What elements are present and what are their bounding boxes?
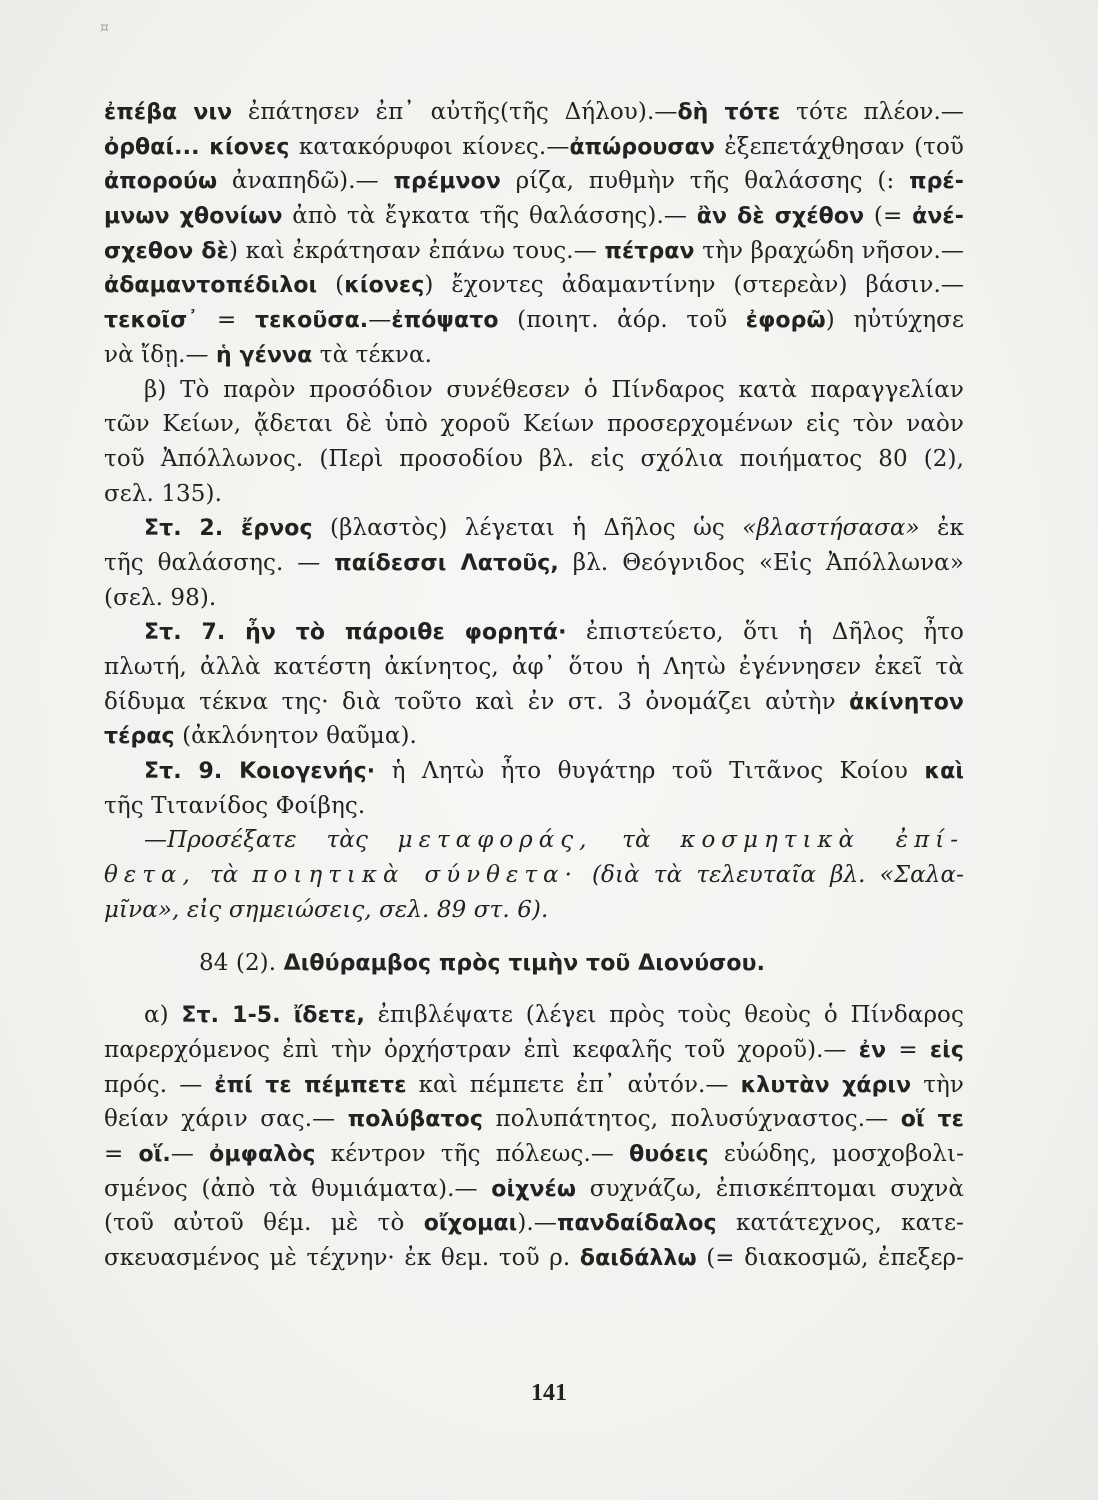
lemma: οἵ τε bbox=[900, 1107, 964, 1133]
text-line bbox=[104, 95, 964, 130]
lemma: πρέ- bbox=[909, 169, 964, 195]
paragraph-b-line: τοῦ Ἀπόλλωνος. (Περὶ προσοδίου βλ. εἰς σχόλια ποιήματος 80 (2), bbox=[104, 445, 964, 472]
gloss: θείαν χάριν σας.— bbox=[104, 1106, 348, 1133]
gloss: = bbox=[886, 1036, 930, 1063]
note-text: (διὰ τὰ τελευταῖα βλ. «Σαλα- bbox=[577, 862, 964, 889]
lemma: τεκοῦσα. bbox=[254, 308, 369, 334]
lemma: ἀπώρουσαν bbox=[569, 134, 715, 160]
note-text: μῖνα», εἰς σημειώσεις, σελ. 89 στ. 6). bbox=[104, 896, 549, 923]
spaced-term: θετα, bbox=[104, 862, 196, 889]
page-text bbox=[104, 95, 964, 1276]
lemma: καὶ bbox=[924, 759, 964, 785]
gloss: ἀναπηδῶ).— bbox=[217, 168, 394, 195]
lemma: ὀμφαλὸς bbox=[209, 1141, 316, 1167]
gloss: = bbox=[198, 307, 255, 334]
gloss: συχνάζω, ἐπισκέπτομαι συχνὰ bbox=[576, 1175, 964, 1202]
verse-note-9: τῆς Τιτανίδος Φοίβης. bbox=[104, 792, 366, 819]
paragraph-a-line bbox=[104, 1206, 964, 1241]
lemma: τεκοῖσ᾿ bbox=[104, 308, 199, 334]
lemma: ἐφορῶ bbox=[745, 308, 826, 334]
lemma: οἰχνέω bbox=[491, 1176, 577, 1202]
gloss: κατάτεχνος, κατε- bbox=[716, 1210, 964, 1237]
gloss: ἐπιβλέψατε (λέγει πρὸς τοὺς θεοὺς ὁ Πίνδαρος bbox=[364, 1002, 964, 1029]
gloss: ( bbox=[317, 272, 345, 299]
lemma: Στ. 9. Κοιογενής· bbox=[144, 759, 376, 785]
gloss: ἀπὸ τὰ ἔγκατα τῆς θαλάσσης).— bbox=[282, 203, 697, 230]
spaced-term: ποιητικὰ σύνθετα· bbox=[252, 862, 578, 889]
verse-note-2 bbox=[104, 511, 964, 546]
note-text: τὰ bbox=[592, 827, 681, 854]
gloss: ) ἔχοντες ἀδαμαντίνην (στερεὰν) βάσιν.— bbox=[424, 272, 964, 299]
gloss: κατακόρυφοι κίονες.— bbox=[289, 133, 570, 160]
lemma: μνων χθονίων bbox=[104, 204, 283, 230]
text-line bbox=[104, 303, 964, 338]
lemma: ἀνέ- bbox=[912, 204, 964, 230]
lemma: ἐπί τε πέμπετε bbox=[214, 1072, 407, 1098]
paragraph-a-line bbox=[104, 1068, 964, 1103]
lemma: ἐπέβα νιν bbox=[104, 100, 233, 125]
gloss: α) bbox=[144, 1002, 182, 1029]
corner-mark: ¤ bbox=[100, 20, 109, 36]
gloss: (βλαστὸς) λέγεται ἡ Δῆλος ὡς bbox=[312, 515, 743, 542]
lemma: πέτραν bbox=[604, 238, 695, 264]
style-note bbox=[104, 893, 964, 928]
text-line bbox=[104, 338, 964, 373]
gloss: (τοῦ αὐτοῦ θέμ. μὲ τὸ bbox=[104, 1210, 424, 1237]
section-heading bbox=[104, 946, 964, 981]
gloss: νὰ ἴδῃ.— bbox=[104, 341, 216, 368]
poem-number: 84 (2). bbox=[199, 949, 277, 976]
paragraph-a-line bbox=[104, 1033, 964, 1068]
gloss: πολυπάτητος, πολυσύχναστος.— bbox=[482, 1106, 901, 1133]
paragraph-b-line: β) Τὸ παρὸν προσόδιον συνέθεσεν ὁ Πίνδαρος κατὰ παραγγελίαν bbox=[144, 376, 964, 403]
gloss: σμένος (ἀπὸ τὰ θυμιάματα).— bbox=[104, 1175, 492, 1202]
gloss: (ἀκλόνητον θαῦμα). bbox=[174, 723, 417, 750]
text-line bbox=[104, 234, 964, 269]
quote: «βλαστήσασα» bbox=[742, 515, 920, 542]
gloss: ἐπάτησεν ἐπ᾿ αὐτῆς(τῆς Δήλου).— bbox=[232, 99, 678, 125]
lemma: ἂν δὲ σχέθον bbox=[696, 204, 865, 230]
gloss: (ποιητ. ἀόρ. τοῦ bbox=[498, 307, 746, 334]
spacer bbox=[104, 980, 964, 998]
gloss: δίδυμα τέκνα της· διὰ τοῦτο καὶ ἐν στ. 3 ὀνομάζει αὐτὴν bbox=[104, 688, 850, 715]
lemma: παίδεσσι Λατοῦς, bbox=[334, 550, 559, 576]
lemma: τέρας bbox=[104, 724, 175, 750]
lemma: πανδαίδαλος bbox=[556, 1211, 717, 1237]
lemma: ἀπορούω bbox=[104, 169, 218, 195]
gloss: (= διακοσμῶ, ἐπεξερ- bbox=[696, 1245, 964, 1271]
verse-note-7 bbox=[104, 615, 964, 650]
gloss: καὶ πέμπετε ἐπ᾿ αὐτόν.— bbox=[406, 1071, 741, 1098]
gloss: τὴν βραχώδη νῆσον.— bbox=[694, 237, 964, 264]
gloss: ).— bbox=[517, 1210, 557, 1237]
lemma: Στ. 7. ἦν τὸ πάροιθε φορητά· bbox=[144, 620, 567, 646]
lemma: ἀκίνητον bbox=[849, 689, 964, 715]
lemma: οἵ. bbox=[138, 1141, 171, 1167]
lemma: πολύβατος bbox=[347, 1107, 483, 1133]
spaced-term: κοσμητικὰ ἐπί- bbox=[680, 827, 964, 854]
gloss: ) ηὐτύχησε bbox=[825, 307, 964, 334]
gloss: τὰ τέκνα. bbox=[312, 341, 433, 368]
verse-note-7: πλωτή, ἀλλὰ κατέστη ἀκίνητος, ἀφ᾿ ὅτου ἡ Λητὼ ἐγέννησεν ἐκεῖ τὰ bbox=[104, 654, 964, 680]
poem-title: Διθύραμβος πρὸς τιμὴν τοῦ Διονύσου. bbox=[283, 950, 766, 976]
lemma: ἡ γέννα bbox=[216, 342, 313, 368]
lemma: ἐπόψατο bbox=[391, 308, 499, 334]
verse-note-2: (σελ. 98). bbox=[104, 584, 217, 611]
lemma: ὀρθαί... κίονες bbox=[104, 134, 290, 160]
gloss: ) καὶ ἐκράτησαν ἐπάνω τους.— bbox=[228, 237, 605, 264]
lemma: οἴχομαι bbox=[423, 1211, 518, 1237]
lemma: κίονες bbox=[344, 273, 425, 299]
paragraph-a-line bbox=[104, 998, 964, 1033]
lemma: σχεθον δὲ bbox=[104, 238, 229, 264]
spaced-term: μεταφοράς, bbox=[397, 827, 593, 854]
lemma: δαιδάλλω bbox=[579, 1246, 697, 1271]
gloss: τότε πλέον.— bbox=[780, 99, 964, 125]
lemma: εἰς bbox=[929, 1037, 964, 1063]
gloss: — bbox=[368, 307, 392, 334]
gloss: κέντρον τῆς πόλεως.— bbox=[315, 1140, 630, 1167]
paragraph-b-line: τῶν Κείων, ᾄδεται δὲ ὑπὸ χοροῦ Κείων προσερχομένων εἰς τὸν ναὸν bbox=[104, 411, 964, 438]
style-note bbox=[104, 858, 964, 893]
text-line bbox=[104, 164, 964, 199]
verse-note-2 bbox=[104, 546, 964, 581]
lemma: Στ. 2. ἔρνος bbox=[144, 516, 313, 542]
gloss: σκευασμένος μὲ τέχνην· ἐκ θεμ. τοῦ ρ. bbox=[104, 1245, 580, 1271]
lemma: Στ. 1-5. ἴδετε, bbox=[181, 1003, 365, 1029]
page-number: 141 bbox=[531, 1380, 567, 1406]
gloss: ἐκ bbox=[919, 515, 964, 542]
gloss: (= bbox=[864, 203, 913, 230]
lemma: δὴ τότε bbox=[677, 100, 781, 125]
text-line bbox=[104, 199, 964, 234]
paragraph-a-line bbox=[104, 1137, 964, 1172]
verse-note-9 bbox=[104, 754, 964, 789]
verse-note-7 bbox=[104, 719, 964, 754]
gloss: τὴν bbox=[911, 1071, 964, 1098]
text-line bbox=[104, 268, 964, 303]
gloss: = bbox=[104, 1140, 139, 1167]
paragraph-a-line bbox=[104, 1172, 964, 1207]
lemma: ἐν bbox=[858, 1037, 887, 1063]
note-text: τὰ bbox=[195, 862, 253, 889]
gloss: τῆς θαλάσσης. — bbox=[104, 549, 335, 576]
lemma: ἀδαμαντοπέδιλοι bbox=[104, 273, 318, 299]
gloss: πρός. — bbox=[104, 1071, 215, 1098]
text-line bbox=[104, 130, 964, 165]
lemma: πρέμνον bbox=[393, 169, 501, 195]
spacer bbox=[104, 928, 964, 946]
gloss: ἡ Λητὼ ἦτο θυγάτηρ τοῦ Τιτᾶνος Κοίου bbox=[375, 758, 925, 785]
verse-note-7 bbox=[104, 685, 964, 720]
note-text: —Προσέξατε τὰς bbox=[144, 827, 398, 854]
paragraph-a-line bbox=[104, 1102, 964, 1137]
gloss: εὐώδης, μοσχοβολι- bbox=[708, 1140, 964, 1167]
gloss: βλ. Θεόγνιδος «Εἰς Ἀπόλλωνα» bbox=[558, 549, 964, 576]
gloss: ἐξεπετάχθησαν (τοῦ bbox=[714, 133, 964, 160]
paragraph-a-line bbox=[104, 1241, 964, 1276]
paragraph-b-line: σελ. 135). bbox=[104, 480, 222, 507]
gloss: ρίζα, πυθμὴν τῆς θαλάσσης (: bbox=[500, 168, 910, 195]
gloss: — bbox=[170, 1140, 210, 1167]
style-note bbox=[104, 823, 964, 858]
gloss: παρερχόμενος ἐπὶ τὴν ὀρχήστραν ἐπὶ κεφαλῆς τοῦ χοροῦ).— bbox=[104, 1036, 859, 1063]
lemma: θυόεις bbox=[629, 1141, 709, 1167]
gloss: ἐπιστεύετο, ὅτι ἡ Δῆλος ἦτο bbox=[566, 619, 964, 646]
lemma: κλυτὰν χάριν bbox=[740, 1072, 912, 1098]
